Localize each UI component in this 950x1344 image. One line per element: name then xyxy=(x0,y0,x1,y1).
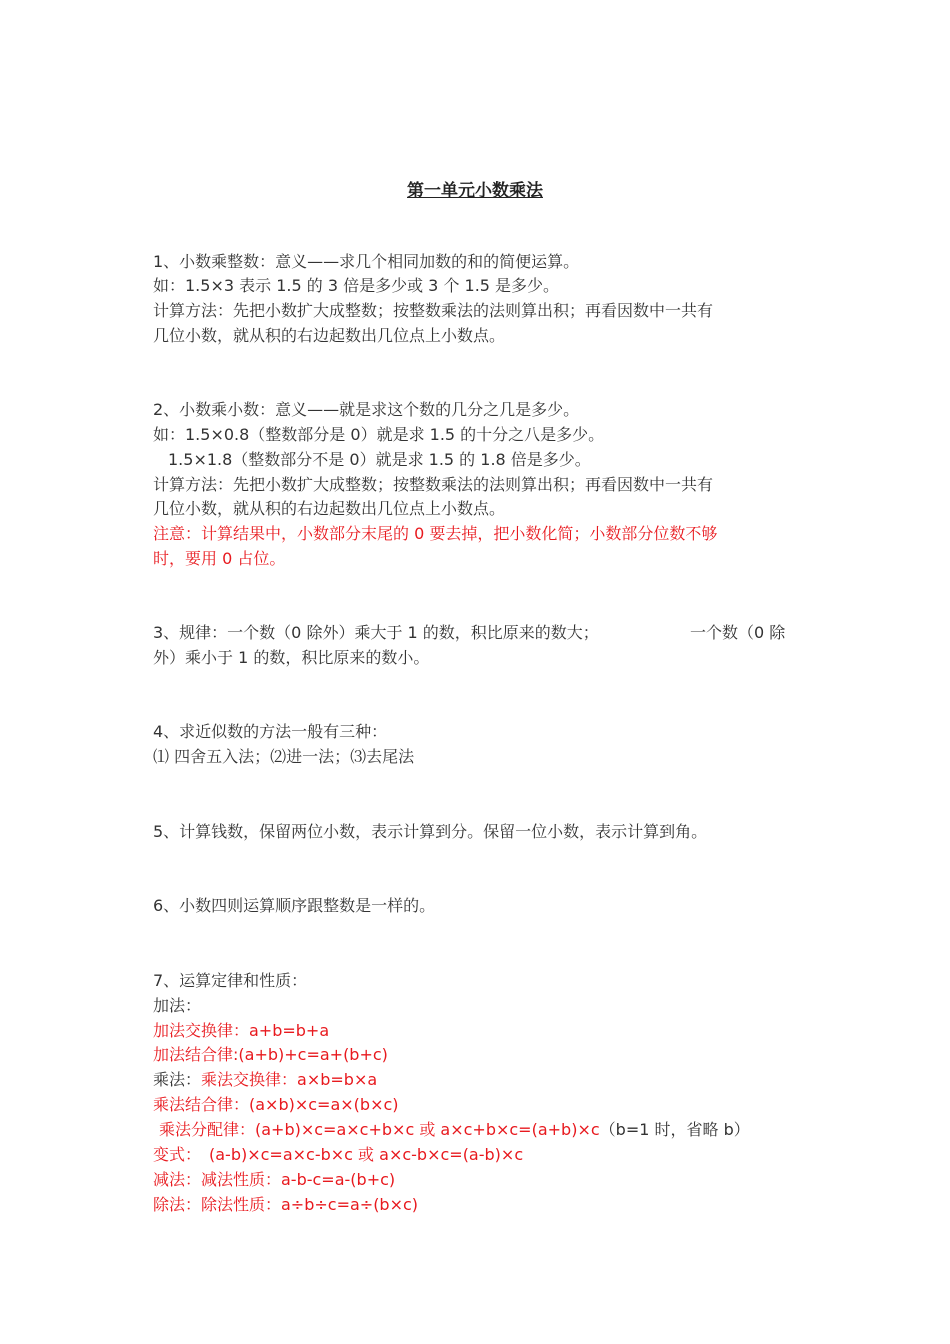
s2-method-line1: 计算方法：先把小数扩大成整数；按整数乘法的法则算出积；再看因数中一共有 xyxy=(153,475,714,494)
s6-text: 6、小数四则运算顺序跟整数是一样的。 xyxy=(153,896,436,915)
s7-subtraction-property: 减法：减法性质：a-b-c=a-(b+c) xyxy=(153,1170,396,1189)
s2-example2: 1.5×1.8（整数部分不是 0）就是求 1.5 的 1.8 倍是多少。 xyxy=(168,450,591,469)
s7-addition-associative: 加法结合律:(a+b)+c=a+(b+c) xyxy=(153,1045,388,1064)
page-title: 第一单元小数乘法 xyxy=(407,181,543,201)
s2-note-line2: 时，要用 0 占位。 xyxy=(153,549,286,568)
s7-heading: 7、运算定律和性质： xyxy=(153,971,308,990)
s2-method-line2: 几位小数，就从积的右边起数出几位点上小数点。 xyxy=(153,499,506,518)
s1-example: 如：1.5×3 表示 1.5 的 3 倍是多少或 3 个 1.5 是多少。 xyxy=(153,276,560,295)
s2-note-line1: 注意：计算结果中，小数部分末尾的 0 要去掉，把小数化简；小数部分位数不够 xyxy=(153,524,718,543)
s4-methods: ⑴ 四舍五入法；⑵进一法；⑶去尾法 xyxy=(153,747,415,766)
s2-heading: 2、小数乘小数：意义——就是求这个数的几分之几是多少。 xyxy=(153,400,580,419)
s1-heading: 1、小数乘整数：意义——求几个相同加数的和的简便运算。 xyxy=(153,252,580,271)
s7-addition-commutative: 加法交换律：a+b=b+a xyxy=(153,1021,330,1040)
s3-rule-line2: 外）乘小于 1 的数，积比原来的数小。 xyxy=(153,648,430,667)
s2-example1: 如：1.5×0.8（整数部分是 0）就是求 1.5 的十分之八是多少。 xyxy=(153,425,605,444)
s3-rule-part2: 一个数（0 除 xyxy=(690,623,786,642)
s7-division-property: 除法：除法性质：a÷b÷c=a÷(b×c) xyxy=(153,1195,419,1214)
s7-multiplication-commutative: 乘法交换律：a×b=b×a xyxy=(201,1070,378,1089)
s7-distributive-row xyxy=(159,1118,809,1142)
s3-rule-part1: 3、规律：一个数（0 除外）乘大于 1 的数，积比原来的数大； xyxy=(153,623,599,642)
s7-multiplication-associative: 乘法结合律：(a×b)×c=a×(b×c) xyxy=(153,1095,399,1114)
s7-distributive-note: （b=1 时，省略 b） xyxy=(599,1120,750,1139)
s7-addition-label: 加法： xyxy=(153,996,202,1015)
s7-distributive-law: 乘法分配律：(a+b)×c=a×c+b×c 或 a×c+b×c=(a+b)×c xyxy=(159,1120,600,1139)
s7-multiplication-label: 乘法： xyxy=(153,1070,202,1089)
s7-distributive-variant: 变式： (a-b)×c=a×c-b×c 或 a×c-b×c=(a-b)×c xyxy=(153,1145,524,1164)
s4-heading: 4、求近似数的方法一般有三种： xyxy=(153,722,388,741)
s1-method-line2: 几位小数，就从积的右边起数出几位点上小数点。 xyxy=(153,326,506,345)
s1-method-line1: 计算方法：先把小数扩大成整数；按整数乘法的法则算出积；再看因数中一共有 xyxy=(153,301,714,320)
s7-multiplication-row xyxy=(153,1068,803,1092)
s5-text: 5、计算钱数，保留两位小数，表示计算到分。保留一位小数，表示计算到角。 xyxy=(153,822,708,841)
